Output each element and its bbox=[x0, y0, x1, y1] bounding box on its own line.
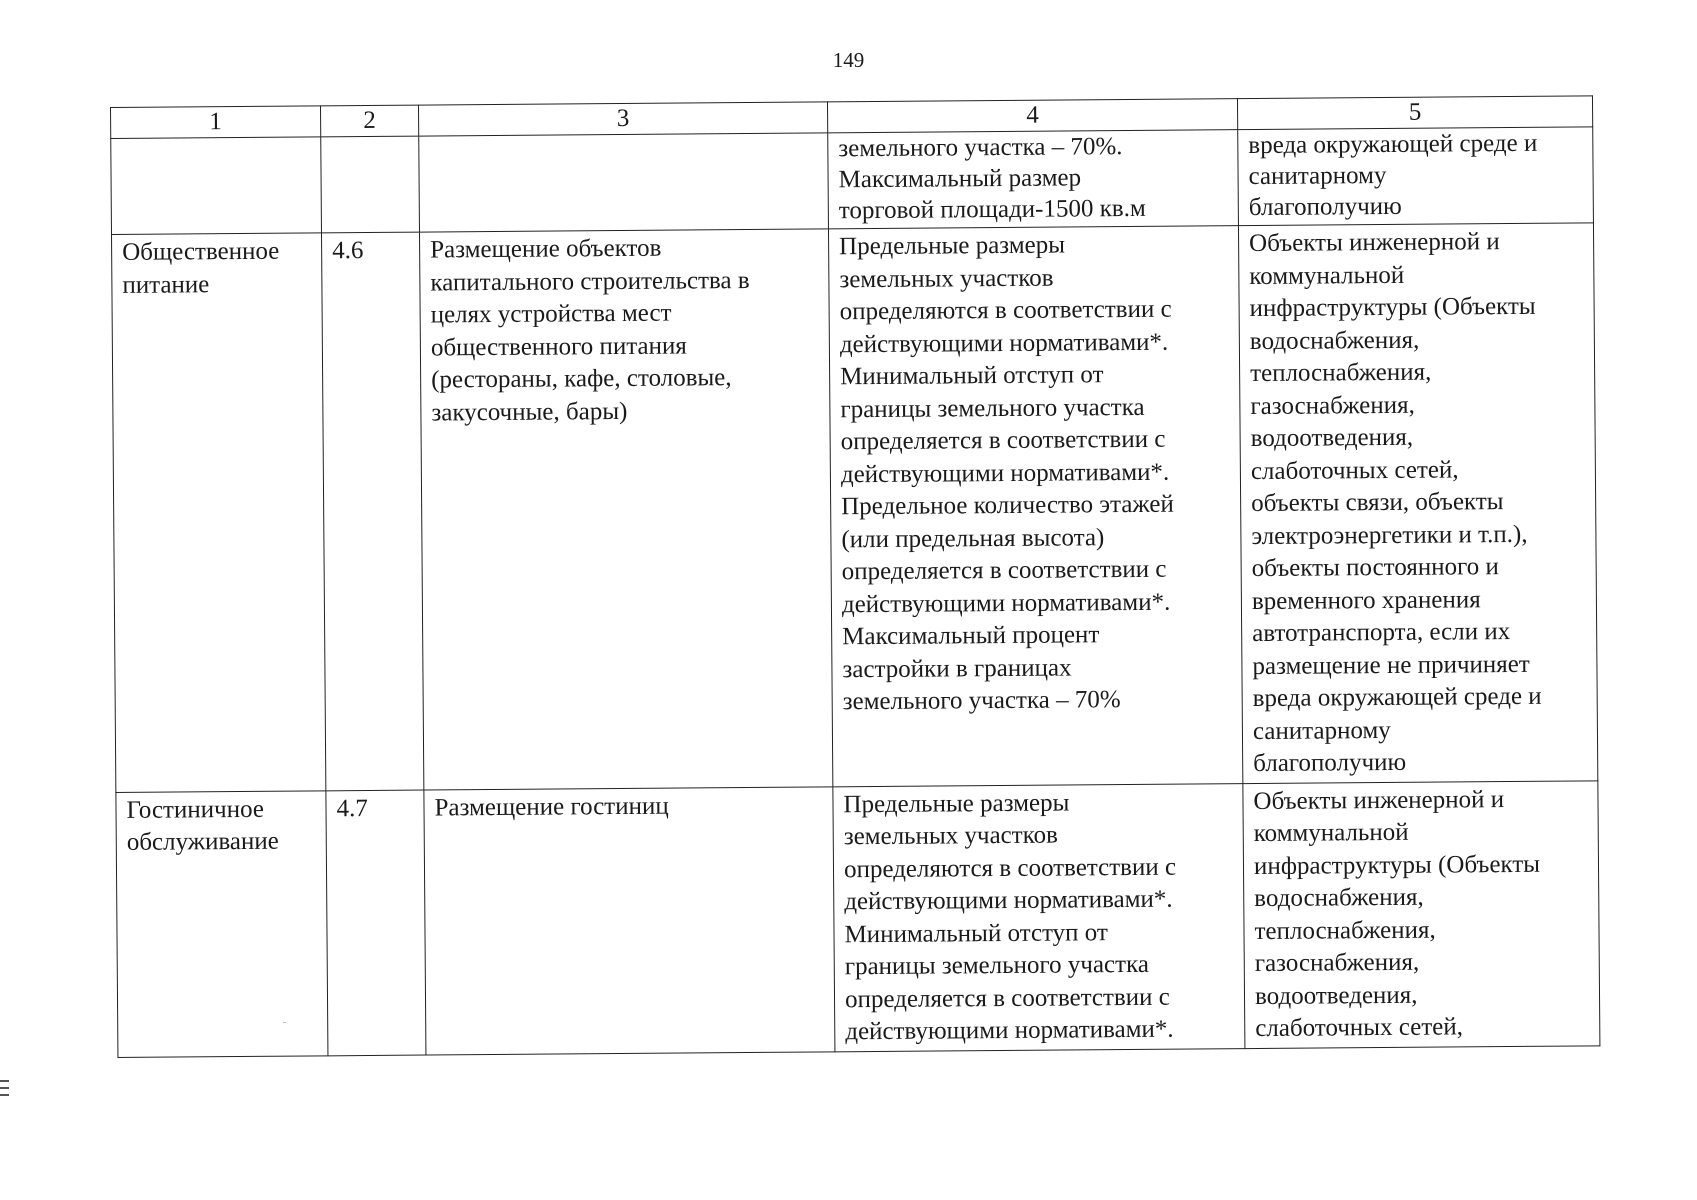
table-row bbox=[111, 127, 1594, 235]
text-line: Общественное bbox=[122, 237, 280, 266]
text-line: Объекты инженерной и bbox=[1249, 228, 1500, 258]
use-code-cell: 4.7 bbox=[326, 790, 426, 1056]
text-line: Размещение гостиниц bbox=[434, 792, 669, 821]
use-name-cell bbox=[116, 790, 328, 1057]
text-line: благополучию bbox=[1248, 192, 1402, 222]
text-line: Гостиничное bbox=[126, 795, 265, 824]
text-line: определяется в соответствии с bbox=[844, 983, 1170, 1013]
text-line: инфраструктуры (Объекты bbox=[1253, 850, 1541, 880]
text-line: Максимальный размер bbox=[838, 164, 1082, 194]
text-line: действующими нормативами*. bbox=[839, 328, 1169, 358]
text-line: электроэнергетики и т.п.), bbox=[1251, 520, 1528, 550]
text-line: коммунальной bbox=[1249, 261, 1405, 290]
use-code-cell: 4.6 bbox=[321, 232, 423, 790]
page-number: 149 bbox=[832, 48, 865, 72]
text-line: застройки в границах bbox=[842, 653, 1072, 683]
text-line: водоотведения, bbox=[1250, 423, 1414, 453]
text-line: капитального строительства в bbox=[430, 266, 750, 296]
scan-speck bbox=[283, 1022, 286, 1023]
text-line: определяется в соответствии с bbox=[840, 425, 1166, 456]
text-line: водоснабжения, bbox=[1254, 883, 1424, 913]
auxiliary-uses-cell bbox=[1238, 127, 1594, 226]
use-description-cell bbox=[419, 133, 829, 232]
text-line: водоотведения, bbox=[1254, 981, 1418, 1010]
text-line: объекты связи, объекты bbox=[1251, 488, 1504, 518]
text-line: торговой площади-1500 кв.м bbox=[838, 194, 1146, 225]
text-line: закусочные, бары) bbox=[431, 397, 628, 426]
margin-mark bbox=[0, 1080, 9, 1101]
text-line: автотранспорта, если их bbox=[1252, 618, 1511, 648]
column-header: 2 bbox=[320, 105, 418, 137]
text-line: Предельные размеры bbox=[839, 231, 1066, 261]
text-line: действующими нормативами*. bbox=[845, 1015, 1174, 1046]
text-line: Минимальный отступ от bbox=[844, 918, 1108, 948]
text-line: (или предельная высота) bbox=[841, 523, 1105, 553]
parameters-cell bbox=[828, 130, 1239, 229]
use-name-cell bbox=[111, 137, 322, 235]
parameters-cell bbox=[828, 226, 1242, 787]
text-line: земельного участка – 70% bbox=[842, 686, 1121, 716]
text-line: определяются в соответствии с bbox=[843, 853, 1177, 883]
use-description-cell bbox=[419, 229, 832, 790]
text-line: действующими нормативами*. bbox=[844, 885, 1173, 916]
text-line: Предельные размеры bbox=[843, 788, 1070, 818]
text-line: водоснабжения, bbox=[1249, 326, 1420, 355]
text-line: газоснабжения, bbox=[1250, 391, 1415, 420]
text-line: слаботочных сетей, bbox=[1250, 455, 1459, 485]
column-header: 5 bbox=[1237, 96, 1592, 130]
text-line: Объекты инженерной и bbox=[1253, 785, 1505, 815]
text-line: определяются в соответствии с bbox=[839, 295, 1172, 326]
column-header: 1 bbox=[111, 106, 321, 139]
text-line: земельного участка – 70%. bbox=[838, 133, 1123, 163]
text-line: вреда окружающей среде и bbox=[1252, 682, 1542, 713]
text-line: санитарному bbox=[1248, 161, 1387, 191]
text-line: газоснабжения, bbox=[1254, 948, 1420, 978]
text-line: действующими нормативами*. bbox=[841, 588, 1171, 618]
text-line: инфраструктуры (Объекты bbox=[1249, 292, 1536, 323]
use-name-cell bbox=[112, 233, 326, 792]
text-line: коммунальной bbox=[1253, 818, 1409, 848]
parameters-cell bbox=[833, 783, 1245, 1051]
text-line: размещение не причиняет bbox=[1252, 650, 1530, 680]
text-line: теплоснабжения, bbox=[1250, 358, 1432, 388]
text-line: санитарному bbox=[1252, 716, 1391, 745]
text-line: общественного питания bbox=[430, 331, 687, 361]
text-line: земельных участков bbox=[843, 821, 1058, 851]
table-row bbox=[112, 223, 1598, 792]
text-line: земельных участков bbox=[839, 264, 1054, 293]
text-line: вреда окружающей среде и bbox=[1248, 129, 1538, 160]
text-line: слаботочных сетей, bbox=[1255, 1013, 1464, 1043]
text-line: целях устройства мест bbox=[430, 299, 672, 329]
text-line: объекты постоянного и bbox=[1251, 553, 1499, 583]
text-line: Предельное количество этажей bbox=[841, 490, 1174, 521]
text-line: (рестораны, кафе, столовые, bbox=[431, 364, 732, 394]
text-line: определяется в соответствии с bbox=[841, 555, 1167, 586]
text-line: границы земельного участка bbox=[840, 393, 1145, 423]
land-use-table bbox=[110, 95, 1600, 1057]
text-line: границы земельного участка bbox=[844, 950, 1149, 981]
auxiliary-uses-cell bbox=[1243, 780, 1600, 1048]
text-line: временного хранения bbox=[1251, 585, 1481, 615]
column-header: 3 bbox=[418, 102, 827, 136]
table-row bbox=[116, 780, 1600, 1057]
text-line: питание bbox=[122, 270, 210, 299]
use-code-cell bbox=[321, 136, 420, 233]
text-line: Максимальный процент bbox=[842, 621, 1100, 651]
text-line: Размещение объектов bbox=[430, 234, 662, 264]
text-line: Минимальный отступ от bbox=[840, 361, 1104, 391]
text-line: действующими нормативами*. bbox=[840, 458, 1170, 488]
text-line: теплоснабжения, bbox=[1254, 916, 1436, 945]
text-line: благополучию bbox=[1253, 748, 1407, 778]
auxiliary-uses-cell bbox=[1238, 223, 1597, 783]
use-description-cell bbox=[424, 786, 835, 1054]
text-line: обслуживание bbox=[126, 827, 279, 856]
column-header: 4 bbox=[827, 99, 1237, 133]
